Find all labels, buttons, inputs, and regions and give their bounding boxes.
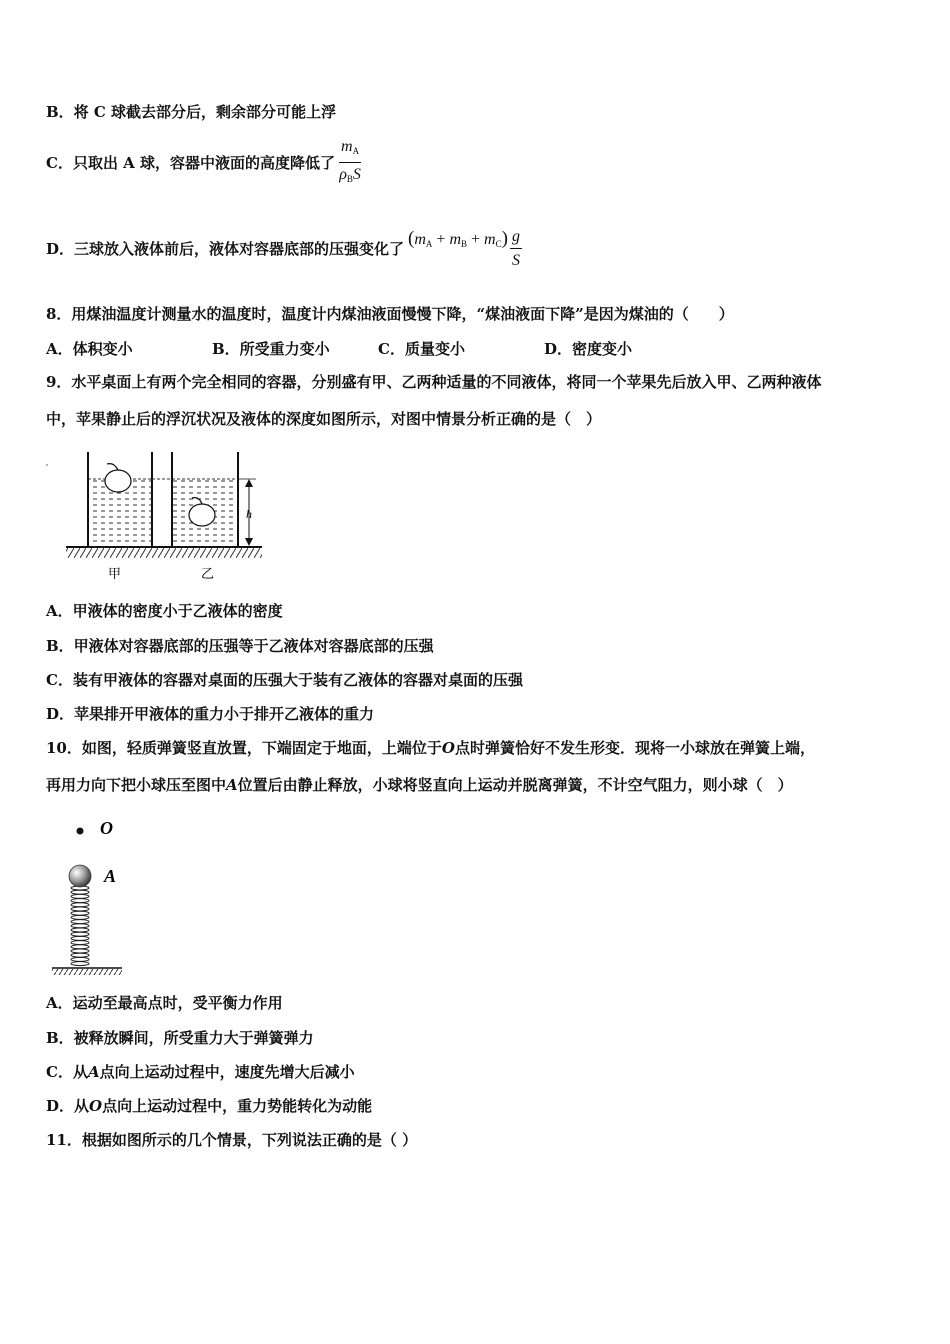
q9-option-d: D．苹果排开甲液体的重力小于排开乙液体的重力 [46, 705, 375, 723]
q8-option-d: D．密度变小 [544, 340, 633, 358]
spring-coil [71, 936, 89, 940]
ground-hatch [52, 969, 122, 975]
spring-coil [71, 907, 89, 911]
spring-coil [71, 915, 89, 919]
container-jia [88, 452, 152, 547]
q9-figure [44, 448, 274, 586]
q7-option-d-fraction: $\frac{g}{S}$ [511, 228, 520, 269]
q9-stem-line1: 9．水平桌面上有两个完全相同的容器，分别盛有甲、乙两种适量的不同液体，将同一个苹果先后放入甲、乙两种液体 [46, 373, 822, 391]
q10-option-d: D．从O点向上运动过程中，重力势能转化为动能 [46, 1097, 373, 1115]
ball [69, 865, 91, 887]
spring-coil [71, 924, 89, 928]
spring-coil [71, 928, 89, 932]
q7-option-c-fraction: $\frac{m_A}{\rho_BS}$ [339, 138, 361, 184]
q7-option-c-text: C．只取出 A 球，容器中液面的高度降低了 [46, 154, 336, 172]
q9-stem-line2: 中，苹果静止后的浮沉状况及液体的深度如图所示，对图中情景分析正确的是（ ） [46, 410, 602, 428]
spring-coil [71, 962, 89, 966]
q7-option-b: B．将 C 球截去部分后，剩余部分可能上浮 [46, 103, 337, 121]
spring-coil [71, 945, 89, 949]
q10-figure [46, 812, 186, 978]
q10-stem-line2: 再用力向下把小球压至图中A位置后由静止释放，小球将竖直向上运动并脱离弹簧，不计空气阻力，则小球（ ） [46, 776, 793, 794]
depth-label-h: h [246, 507, 252, 521]
spring-coil [71, 920, 89, 924]
q7-option-d-expression: $(m_A + m_B + m_C)$ [408, 227, 508, 249]
spring-coil [71, 899, 89, 903]
q8-option-a: A．体积变小 [46, 340, 133, 358]
spring-coil [71, 932, 89, 936]
spring-coil [71, 894, 89, 898]
q7-option-c [46, 138, 361, 188]
spring-coil [71, 911, 89, 915]
q11-stem: 11．根据如图所示的几个情景，下列说法正确的是（ ） [46, 1131, 418, 1149]
apple-floating [105, 464, 131, 492]
label-o: O [100, 818, 113, 838]
q9-option-c: C．装有甲液体的容器对桌面的压强大于装有乙液体的容器对桌面的压强 [46, 671, 523, 689]
q8-option-b: B．所受重力变小 [212, 340, 330, 358]
label-jia: 甲 [108, 566, 122, 581]
spring [71, 886, 89, 966]
q9-option-a: A．甲液体的密度小于乙液体的密度 [46, 602, 283, 620]
spring-coil [71, 953, 89, 957]
q10-option-c: C．从A点向上运动过程中，速度先增大后减小 [46, 1063, 355, 1081]
q7-option-d [46, 224, 522, 274]
spring-coil [71, 957, 89, 961]
q10-option-a: A．运动至最高点时，受平衡力作用 [46, 994, 283, 1012]
q9-option-b: B．甲液体对容器底部的压强等于乙液体对容器底部的压强 [46, 637, 434, 655]
q8-option-c: C．质量变小 [378, 340, 465, 358]
q8-stem: 8．用煤油温度计测量水的温度时，温度计内煤油液面慢慢下降，“煤油液面下降”是因为煤油的（ ） [46, 305, 734, 323]
q10-stem-line1: 10．如图，轻质弹簧竖直放置，下端固定于地面，上端位于O点时弹簧恰好不发生形变．现将一小球放在弹簧上端， [46, 739, 815, 757]
label-a: A [104, 866, 117, 886]
spring-coil [71, 941, 89, 945]
q7-option-d-text: D．三球放入液体前后，液体对容器底部的压强变化了 [46, 240, 405, 258]
point-o-dot [77, 828, 84, 835]
spring-coil [71, 949, 89, 953]
spring-coil [71, 890, 89, 894]
label-yi: 乙 [201, 566, 215, 581]
spring-coil [71, 903, 89, 907]
container-yi [172, 452, 238, 547]
q10-option-b: B．被释放瞬间，所受重力大于弹簧弹力 [46, 1029, 314, 1047]
